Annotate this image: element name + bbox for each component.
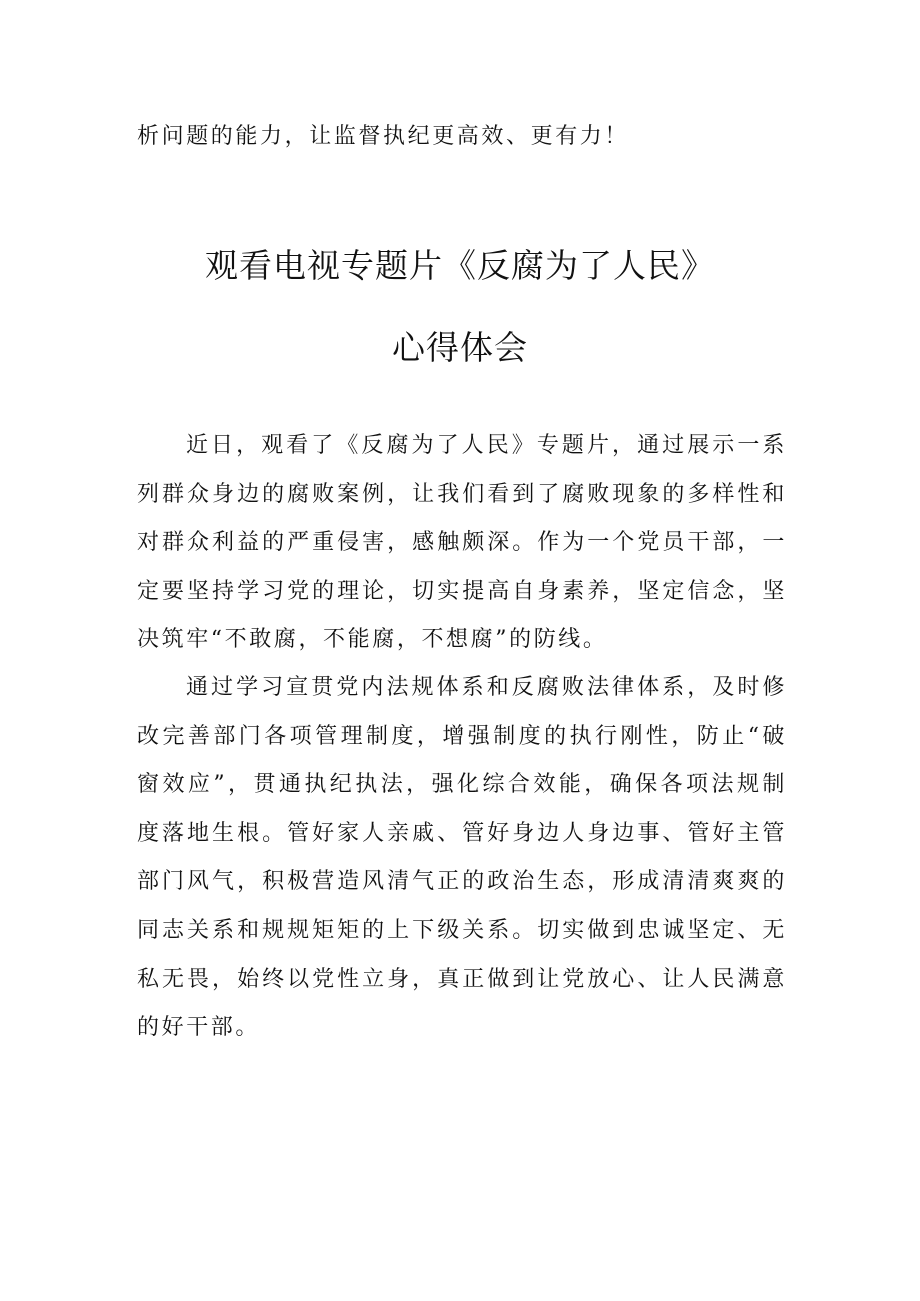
body-paragraph-2: 通过学习宣贯党内法规体系和反腐败法律体系，及时修改完善部门各项管理制度，增强制度的执行刚性，防止“破窗效应”，贯通执纪执法，强化综合效能，确保各项法规制度落地生根。管好家人亲戚、管好身边人身边事、管好主管部门风气，积极营造风清气正的政治生态，形成清清爽爽的同志关系和规规矩矩的上下级关系。切实做到忠诚坚定、无私无畏，始终以党性立身，真正做到让党放心、让人民满意的好干部。 bbox=[137, 675, 787, 1041]
body-paragraph-1: 近日，观看了《反腐为了人民》专题片，通过展示一系列群众身边的腐败案例，让我们看到了腐败现象的多样性和对群众利益的严重侵害，感触颇深。作为一个党员干部，一定要坚持学习党的理论，切实提高自身素养，坚定信念，坚决筑牢“不敢腐，不能腐，不想腐”的防线。 bbox=[137, 433, 787, 653]
article-title: 观看电视专题片《反腐为了人民》 bbox=[205, 246, 715, 285]
previous-article-ending: 析问题的能力，让监督执纪更高效、更有力！ bbox=[137, 124, 630, 149]
article-subtitle: 心得体会 bbox=[392, 328, 528, 367]
